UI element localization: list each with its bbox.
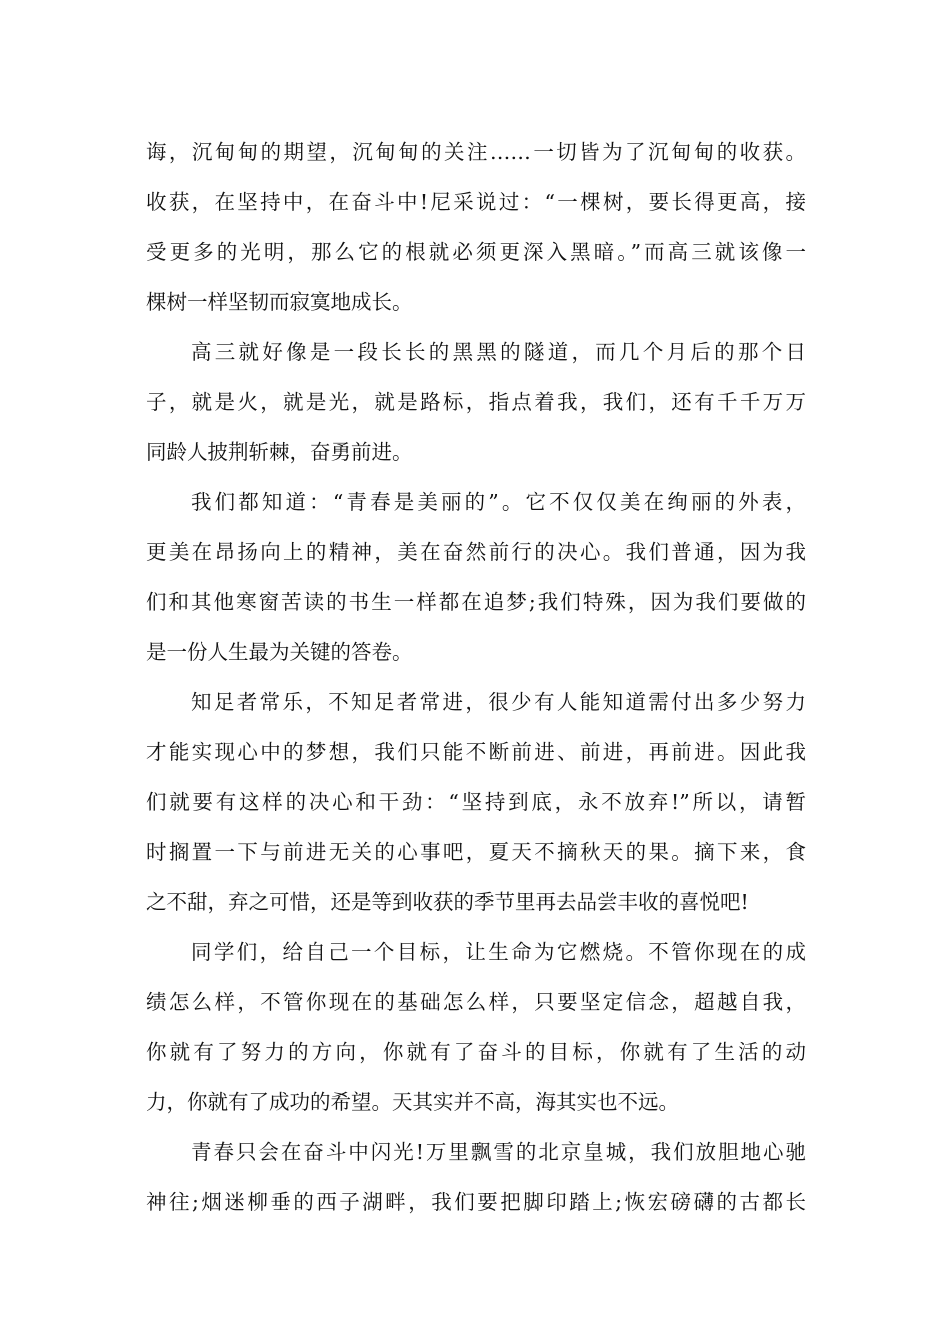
text-line: 之不甜，弃之可惜，还是等到收获的季节里再去品尝丰收的喜悦吧!: [146, 890, 749, 914]
text-line: 力，你就有了成功的希望。天其实并不高，海其实也不远。: [146, 1090, 679, 1114]
text-line: 同学们，给自己一个目标，让生命为它燃烧。不管你现在的成: [191, 940, 806, 964]
paragraph-3: [146, 477, 806, 677]
document-body: [146, 127, 806, 1227]
paragraph-4: [146, 677, 806, 927]
text-line: 时搁置一下与前进无关的心事吧，夏天不摘秋天的果。摘下来，食: [146, 840, 806, 864]
text-line: 绩怎么样，不管你现在的基础怎么样，只要坚定信念，超越自我，: [146, 990, 806, 1014]
paragraph-1: [146, 127, 806, 327]
paragraph-6: [146, 1127, 806, 1227]
paragraph-5: [146, 927, 806, 1127]
text-line: 才能实现心中的梦想，我们只能不断前进、前进，再前进。因此我: [146, 740, 806, 764]
text-line: 你就有了努力的方向，你就有了奋斗的目标，你就有了生活的动: [146, 1040, 806, 1064]
paragraph-2: [146, 327, 806, 477]
text-line: 们和其他寒窗苦读的书生一样都在追梦;我们特殊，因为我们要做的: [146, 590, 806, 614]
text-line: 更美在昂扬向上的精神，美在奋然前行的决心。我们普通，因为我: [146, 540, 806, 564]
text-line: 同龄人披荆斩棘，奋勇前进。: [146, 440, 413, 464]
text-line: 们就要有这样的决心和干劲：“坚持到底，永不放弃!”所以，请暂: [146, 790, 806, 814]
text-line: 高三就好像是一段长长的黑黑的隧道，而几个月后的那个日: [191, 340, 806, 364]
text-line: 是一份人生最为关键的答卷。: [146, 640, 413, 664]
text-line: 受更多的光明，那么它的根就必须更深入黑暗。”而高三就该像一: [146, 240, 806, 264]
text-line: 棵树一样坚韧而寂寞地成长。: [146, 290, 413, 314]
text-line: 诲，沉甸甸的期望，沉甸甸的关注……一切皆为了沉甸甸的收获。: [146, 140, 806, 164]
text-line: 神往;烟迷柳垂的西子湖畔，我们要把脚印踏上;恢宏磅礴的古都长: [146, 1190, 806, 1214]
text-line: 青春只会在奋斗中闪光!万里飘雪的北京皇城，我们放胆地心驰: [191, 1140, 806, 1164]
text-line: 知足者常乐，不知足者常进，很少有人能知道需付出多少努力: [191, 690, 806, 714]
text-line: 子，就是火，就是光，就是路标，指点着我，我们，还有千千万万: [146, 390, 806, 414]
text-line: 我们都知道：“青春是美丽的”。它不仅仅美在绚丽的外表，: [191, 490, 806, 514]
text-line: 收获，在坚持中，在奋斗中!尼采说过：“一棵树，要长得更高，接: [146, 190, 806, 214]
